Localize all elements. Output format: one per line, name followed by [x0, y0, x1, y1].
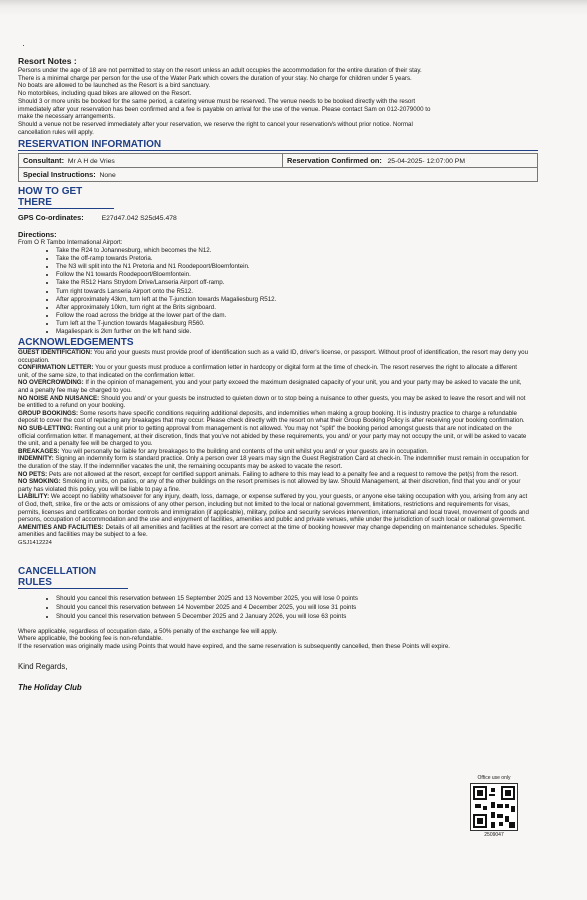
consultant-value: Mr A H de Vries: [67, 158, 115, 166]
closing-regards: Kind Regards,: [18, 662, 68, 672]
direction-step: • Follow the N1 towards Roodepoort/Bloemfontein.: [56, 271, 574, 279]
ack-term: NO SMOKING:: [18, 478, 61, 486]
ack-text: You or your guests must produce a confirmation letter in hardcopy or digital form at the time of check-in. The resort reserves the right to allocate a different unit, of the same size, to that indicated on the confirmation letter.: [18, 364, 517, 379]
ack-term: BREAKAGES:: [18, 447, 60, 455]
closing-signature: The Holiday Club: [18, 683, 82, 693]
corner-mark: ·: [22, 40, 25, 50]
reservation-row: [19, 168, 538, 182]
ack-term: NO SUB-LETTING:: [18, 425, 73, 432]
cancellation-heading: CANCELLATION RULES: [18, 566, 128, 589]
office-use-number: 2509047: [484, 832, 504, 838]
directions-label: Directions:: [18, 230, 57, 240]
ack-term: NO OVERCROWDING:: [18, 379, 84, 387]
ack-item: [18, 471, 530, 479]
qr-code: [470, 783, 518, 831]
ack-term: LIABILITY:: [18, 493, 50, 501]
ack-item: [18, 455, 530, 470]
ack-text: If in the opinion of management, you and your party exceed the maximum designated capacity of your unit, you and your party may be asked to vacate the unit, and a penalty fee may be charged to you.: [18, 379, 522, 395]
ack-text: You will personally be liable for any breakages to the building and contents of the unit whilst you and/ or your guests are in occupation.: [59, 447, 429, 455]
gps-row: [18, 213, 574, 222]
resort-note-line: make the necessary arrangements.: [18, 113, 115, 121]
gps-value: E27d47.042 S25d45.478: [101, 215, 177, 223]
ack-text: Details of all amenities and facilities at the resort are correct at the time of booking however may change depending on maintenance schedules. Specific amenities and facilities may be subject to a fee.: [18, 523, 522, 539]
consultant-cell: [19, 154, 283, 168]
ack-term: CONFIRMATION LETTER:: [18, 364, 94, 372]
ack-item: [18, 524, 530, 539]
ack-text: Smoking in units, on patios, or any of the other buildings on the resort premises is not allowed by law. Should Management, at their discretion, find that you and/ or your party has violated this policy, you will be liable to pay a fine.: [18, 478, 521, 493]
direction-step: • The N3 will split into the N1 Pretoria and N1 Roodepoort/Bloemfontein.: [56, 263, 574, 271]
direction-step: • After approximately 10km, turn right at the Brits signboard.: [56, 304, 574, 312]
confirmed-value: 25-04-2025- 12:07:00 PM: [387, 158, 465, 166]
resort-note-line: cancellation rules will apply.: [18, 128, 94, 136]
ack-text: Should you and/ or your guests be instructed to quieten down or to stop being a nuisance to other guests, you may be asked to leave the resort and will not be entitled to a refund on your booking.: [18, 394, 526, 410]
ack-text: You and your guests must provide proof of identification such as a valid ID, driver's license, or passport. Without proof of identification, the resort may deny you occupation.: [18, 349, 529, 364]
ack-term: AMENITIES AND FACILITIES:: [18, 523, 104, 531]
acknowledgements-heading: ACKNOWLEDGEMENTS: [18, 337, 134, 349]
qr-code-graphic: [471, 784, 517, 830]
ack-item: [18, 425, 530, 448]
ack-term: NO PETS:: [18, 470, 48, 478]
resort-note-line: immediately after your reservation has been confirmed and a fee is payable on arrival for the use of the venue. Please contact Sam on 012-2079000 to: [18, 105, 431, 113]
direction-step: • Take the off-ramp towards Pretoria.: [56, 255, 574, 263]
special-label: Special Instructions:: [23, 170, 96, 180]
confirmed-label: Reservation Confirmed on:: [287, 156, 382, 166]
resort-notes: [18, 67, 574, 136]
resort-note-line: Should a venue not be reserved immediately after your reservation, we reserve the right to cancel your reservation/s without prior notice. Normal: [18, 120, 413, 128]
resort-note-line: No motorbikes, including quad bikes are allowed on the Resort.: [18, 90, 192, 98]
cancellation-notes: [18, 628, 530, 651]
special-value: None: [99, 172, 116, 180]
cancellation-note: Where applicable, the booking fee is non-refundable.: [18, 635, 163, 643]
ack-text: We accept no liability whatsoever for any injury, death, loss, damage, or expense suffered by you, your guests, or anyone else taking occupation with you, arising from any act of God, theft, strike, fire or the acts or omissions of any other person, including but not limited to the local or national government, limitations, restrictions and requirements for visas, permits, licenses and certificates on border controls and immigration (if applicable), military, police and security services intervention, international and local travel, movement of goods and persons, occupation of accommodation and the use and enjoyment of facilities, amenities and public and private venues, while under the jurisdiction of such local or national government.: [18, 493, 529, 524]
resort-note-line: No boats are allowed to be launched as the Resort is a bird sanctuary.: [18, 82, 211, 90]
gps-label: GPS Co-ordinates:: [18, 213, 84, 223]
cancellation-rule: • Should you cancel this reservation between 15 September 2025 and 13 November 2025, you will lose 0 points: [56, 594, 574, 603]
ack-item: [18, 395, 530, 410]
direction-step: • Take the R512 Hans Strydom Drive/Lanseria Airport off-ramp.: [56, 279, 574, 287]
reservation-table: [18, 153, 538, 182]
direction-step: • Follow the road across the bridge at the lower part of the dam.: [56, 312, 574, 320]
direction-step: • Magaliespark is 2km further on the left hand side.: [56, 328, 574, 336]
reservation-heading: RESERVATION INFORMATION: [18, 139, 538, 151]
confirmed-cell: [283, 154, 538, 168]
direction-step: • Turn left at the T-junction towards Magaliesburg R560.: [56, 320, 574, 328]
ack-item: [18, 493, 530, 523]
ack-text: Some resorts have specific conditions requiring additional deposits, and indemnities when making a group booking. It is industry practice to charge a refundable deposit to cover the cost of replacing any breakages that may occur. Please check directly with the resort on what their Group Booking Policy is after receiving your booking confirmation.: [18, 409, 525, 425]
ack-text: Signing an indemnity form is standard practice. Only a person over 18 years may sign the Guest Registration Card at check-in. The indemnifier must remain in occupation for the duration of the stay. If the indemnifier vacates the unit, the remaining occupants may be asked to vacate the resort.: [18, 455, 529, 470]
acknowledgements-list: [18, 349, 530, 539]
ack-item: [18, 448, 530, 456]
consultant-label: Consultant:: [23, 156, 65, 166]
resort-note-line: There is a minimal charge per person for the use of the Water Park which covers the duration of your stay. No charge for children under 5 years.: [18, 74, 412, 82]
cancellation-list: [18, 594, 574, 622]
directions-list: [18, 247, 574, 336]
ack-term: GUEST IDENTIFICATION:: [18, 349, 93, 357]
resort-notes-title: Resort Notes :: [18, 56, 77, 66]
cancellation-rule: • Should you cancel this reservation between 5 December 2025 and 2 January 2026, you will lose 63 points: [56, 612, 574, 621]
resort-note-line: Persons under the age of 18 are not permitted to stay on the resort unless an adult occupies the accommodation for the entire duration of their stay.: [18, 67, 422, 74]
direction-step: • After approximately 43km, turn left at the T-junction towards Magaliesburg R512.: [56, 296, 574, 304]
ack-text: Pets are not allowed at the resort, except for certified support animals. Failing to adhere to this may lead to a penalty fee and a request to remove the pet(s) from the resort.: [47, 470, 519, 478]
office-use-label: Office use only: [477, 775, 511, 781]
office-use-box: [460, 775, 528, 838]
ack-text: Renting out a unit prior to getting approval from management is not allowed. You may not "split" the booking period amongst guests that are not indicated on the official confirmation letter. If management, at their discretion, finds that you've not abided by these requirements, you and/ or your party may not occupy the unit, or will be asked to vacate the unit, and a penalty fee will be charged to you.: [18, 425, 527, 448]
ack-term: NO NOISE AND NUISANCE:: [18, 394, 100, 402]
document-content: [18, 40, 574, 692]
ack-item: [18, 349, 530, 364]
ack-item: [18, 410, 530, 425]
direction-step: • Turn right towards Lanseria Airport onto the R512.: [56, 288, 574, 296]
directions-from: From O R Tambo International Airport:: [18, 239, 123, 247]
reservation-row: [19, 154, 538, 168]
direction-step: • Take the R24 to Johannesburg, which becomes the N12.: [56, 247, 574, 255]
special-cell: [19, 168, 538, 182]
ack-item: [18, 364, 530, 379]
ack-item: [18, 379, 530, 394]
ack-item: [18, 478, 530, 493]
cancellation-note: Where applicable, regardless of occupation date, a 50% penalty of the exchange fee will apply.: [18, 627, 278, 635]
cancellation-note: If the reservation was originally made using Points that would have expired, and the same reservation is subsequently cancelled, then these Points will expire.: [18, 642, 450, 650]
ack-term: INDEMNITY:: [18, 455, 54, 463]
ack-term: GROUP BOOKINGS:: [18, 409, 79, 417]
reference-code: GSJ1412224: [18, 539, 52, 546]
resort-note-line: Should 3 or more units be booked for the same period, a catering venue must be reserved. The venue needs to be booked directly with the resort: [18, 97, 416, 105]
cancellation-rule: • Should you cancel this reservation between 14 November 2025 and 4 December 2025, you will lose 31 points: [56, 603, 574, 612]
how-to-heading: HOW TO GET THERE: [18, 186, 114, 209]
